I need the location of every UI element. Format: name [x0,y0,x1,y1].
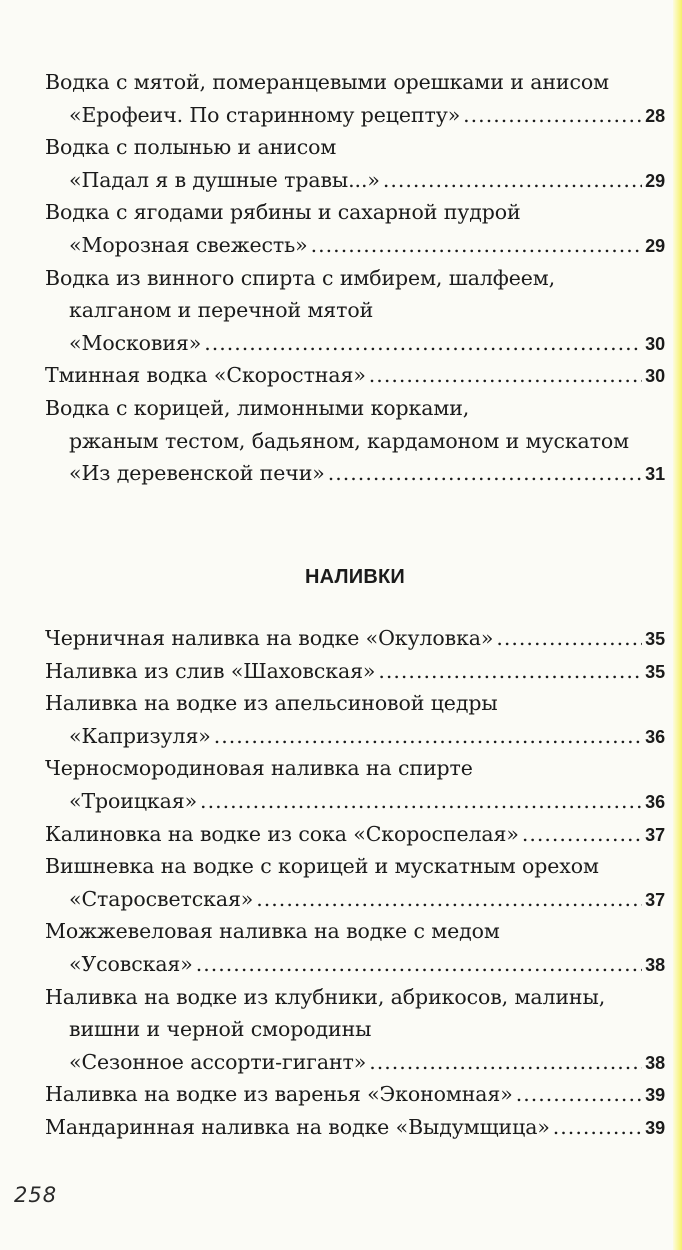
toc-entry-text: калганом и перечной мятой [69,298,374,323]
toc-entry-text: Вишневка на водке с корицей и мускатным орехом [45,854,599,879]
dot-leader [369,1046,642,1079]
toc-entry [45,359,665,392]
toc-entry [45,622,665,655]
toc-entry-text: Наливка на водке из клубники, абрикосов, малины, [45,984,606,1009]
toc-entry [45,196,665,261]
toc-entry-text: Водка с корицей, лимонными корками, [45,395,470,420]
dot-leader [383,164,642,197]
toc-entry-title-line [45,359,665,392]
toc-page-number: 37 [645,824,665,845]
dot-leader [214,720,642,753]
toc-page-number: 30 [645,333,665,354]
toc-page-number: 37 [645,889,665,910]
toc-section-vodka [45,66,665,490]
toc-page-number: 39 [645,1117,665,1138]
toc-entry [45,850,665,915]
toc-page-number: 39 [645,1085,665,1106]
dot-leader [204,327,642,360]
section-heading: НАЛИВКИ [305,566,405,588]
toc-entry-text: вишни и черной смородины [69,1017,372,1042]
toc-page-number: 38 [645,954,665,975]
toc-entry-title-line [45,948,665,981]
toc-page-number: 38 [645,1052,665,1073]
toc-entry-text: ржаным тестом, бадьяном, кардамоном и мускатом [69,428,630,453]
dot-leader [378,655,642,688]
toc-entry-title: «Капризуля» [69,723,211,748]
toc-entry-title-line [45,457,665,490]
toc-entry-text: Можжевеловая наливка на водке с медом [45,919,500,944]
toc-page-number: 35 [645,629,665,649]
toc-entry [45,981,665,1079]
toc-entry [45,687,665,752]
toc-entry-title: «Старосветская» [69,886,254,911]
toc-entry [45,1111,665,1144]
dot-leader [196,948,642,981]
toc-page-number: 29 [645,170,665,191]
page-edge [673,0,682,1250]
toc-entry-title: «Из деревенской печи» [69,461,325,486]
toc-entry-text: Наливка на водке из апельсиновой цедры [45,691,498,716]
toc-entry-title-line [45,655,665,688]
toc-entry-title: Наливка на водке из варенья «Экономная» [45,1082,513,1107]
page-number: 258 [14,1183,58,1207]
toc-entry-title: «Падал я в душные травы...» [69,167,380,192]
dot-leader [369,359,642,392]
toc-entry-title-line [45,785,665,818]
dot-leader [311,229,643,262]
toc-entry-title-line [45,1078,665,1111]
toc-entry-title-line [45,883,665,916]
toc-entry-title: Мандаринная наливка на водке «Выдумщица» [45,1114,550,1139]
toc-page-number: 28 [645,105,665,126]
toc-entry-title: Калиновка на водке из сока «Скороспелая» [45,821,519,846]
toc-entry-title-line [45,99,665,132]
toc-entry-text: Водка из винного спирта с имбирем, шалфеем, [45,265,556,290]
dot-leader [496,622,642,655]
toc-entry-title-line [45,1046,665,1079]
toc-page-number: 36 [645,726,665,747]
toc-entry-title-line [45,164,665,197]
toc-entry [45,655,665,688]
toc-entry [45,915,665,980]
toc-page-number: 29 [645,235,665,256]
toc-entry-title: Наливка из слив «Шаховская» [45,658,376,683]
toc-entry [45,262,665,360]
toc-entry-text: Водка с ягодами рябины и сахарной пудрой [45,200,521,225]
toc-entry-title-line [45,229,665,262]
toc-entry [45,131,665,196]
toc-entry [45,818,665,851]
toc-page-number: 30 [645,366,665,387]
toc-entry-title-line [45,327,665,360]
dot-leader [200,785,642,818]
dot-leader [522,818,642,851]
toc-entry-title: Черничная наливка на водке «Окуловка» [45,626,494,650]
toc-entry-title-line [45,720,665,753]
toc-entry-title: «Троицкая» [69,788,198,813]
toc-entry-title-line [45,1111,665,1144]
dot-leader [328,457,642,490]
dot-leader [463,99,642,132]
dot-leader [516,1078,642,1111]
toc-page-number: 35 [645,661,665,682]
toc-entry-text: Водка с полынью и анисом [45,135,337,160]
toc-entry [45,752,665,817]
toc-entry-title: «Московия» [69,330,202,355]
toc-entry-title: «Сезонное ассорти-гигант» [69,1049,367,1074]
toc-entry-text: Черносмородиновая наливка на спирте [45,756,473,781]
toc-entry-title: «Усовская» [69,951,193,976]
toc-entry-title: «Ерофеич. По старинному рецепту» [69,102,461,127]
toc-entry-title: Тминная водка «Скоростная» [45,363,366,388]
toc-entry [45,1078,665,1111]
toc-section-nalivki [45,622,665,1144]
toc-entry [45,66,665,131]
toc-entry-title-line [45,622,665,655]
dot-leader [256,883,642,916]
toc-page-number: 31 [645,464,665,485]
toc-page-number: 36 [645,791,665,812]
toc-entry [45,392,665,490]
toc-entry-title-line [45,818,665,851]
toc-entry-title: «Морозная свежесть» [69,232,308,257]
dot-leader [553,1111,642,1144]
toc-entry-text: Водка с мятой, померанцевыми орешками и анисом [45,70,609,94]
